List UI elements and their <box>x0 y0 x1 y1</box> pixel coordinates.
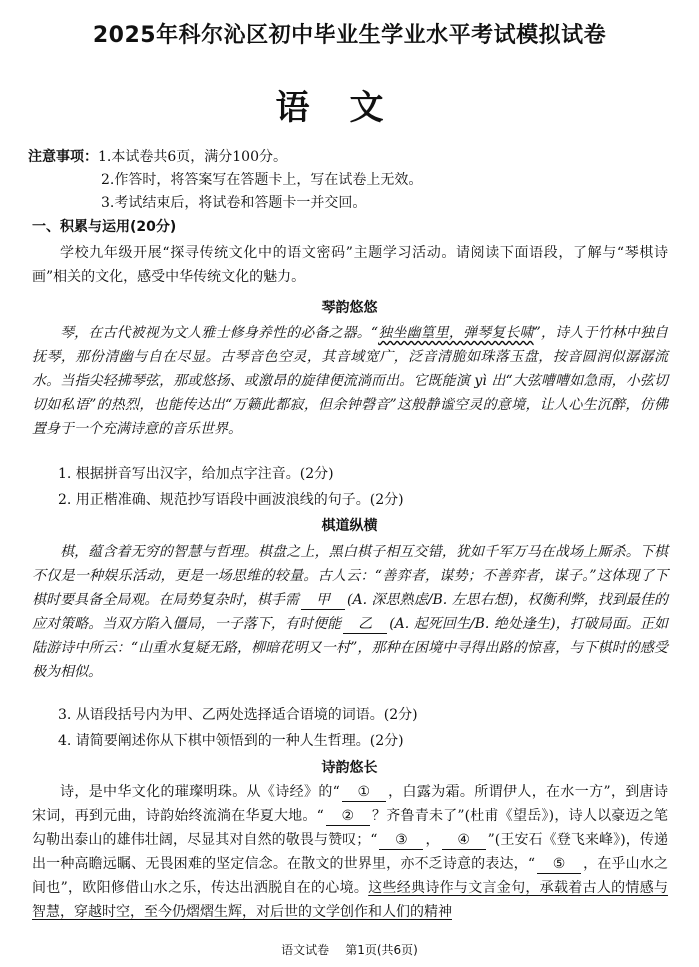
passage-text: 琴，在古代被视为文人雅士修身养性的必备之器。“ <box>60 325 379 341</box>
notes-item: 1.本试卷共6页，满分100分。 <box>98 149 287 165</box>
notes-label: 注意事项： <box>28 149 98 165</box>
passage-text: ”，诗人于竹林中独自抚琴，那份清幽与自在尽显。古琴音色空灵，其音域宽广，泛音清脆如珠落玉盘，按音圆润似潺潺流水。当指尖轻拂琴弦，那或悠扬、或激昂的旋律便流淌而出。它既能演 yì 出“大弦嘈嘈如急雨，小弦切切如私语”的热烈，也能传达出“万籁此都寂，但余钟磬音”这般静谧空灵的意境，让人心生沉醉，仿佛置身于一个充满诗意的音乐世界。 <box>32 325 669 437</box>
blank-3: ③ <box>379 832 423 850</box>
section-intro: 学校九年级开展“探寻传统文化中的语文密码”主题学习活动。请阅读下面语段，了解与“琴棋诗画”相关的文化，感受中华传统文化的魅力。 <box>32 245 668 285</box>
passage-text: ， <box>425 832 440 848</box>
question-1: 1. 根据拼音写出汉字，给加点字注音。(2分) <box>58 466 334 482</box>
passage-text: 棋，蕴含着无穷的智慧与哲理。棋盘之上，黑白棋子相互交错，犹如千军万马在战场上厮杀。下棋不仅是一种娱乐活动，更是一场思维的较量。古人云：“善弈者，谋势；不善弈者，谋子。”这体现了下棋时要具备全局观。在局势复杂时，棋手需 <box>32 544 668 608</box>
exam-notes <box>28 146 422 215</box>
notes-item: 2.作答时，将答案写在答题卡上，写在试卷上无效。 <box>101 172 423 188</box>
blank-yi: 乙 <box>343 616 387 634</box>
notes-item: 3.考试结束后，将试卷和答题卡一并交回。 <box>101 195 367 211</box>
exam-title: 2025年科尔沁区初中毕业生学业水平考试模拟试卷 <box>92 23 607 48</box>
underlined-sentence: 这些经典诗作与文言金句，承载着古人的情感与智慧，穿越时空，至今仍熠熠生辉，对后世的文学创作和人们的精神 <box>32 880 669 920</box>
question-2: 2. 用正楷准确、规范抄写语段中画波浪线的句子。(2分) <box>58 492 404 508</box>
section-heading: 一、积累与运用(20分) <box>32 219 177 235</box>
passage-text: (A. 起死回生/B. 绝处逢生)，打破局面。正如陆游诗中所云：“山重水复疑无路，柳暗花明又一村”，那种在困境中寻得出路的惊喜，与下棋时的感受极为相似。 <box>32 616 668 680</box>
passage-text: ，白露为霜。所谓伊人，在水一方”，到唐诗宋词，再到元曲，诗韵始终流淌在华夏大地。“ <box>32 784 669 824</box>
question-4: 4. 请简要阐述你从下棋中领悟到的一种人生哲理。(2分) <box>58 733 404 749</box>
blank-jia: 甲 <box>301 592 345 610</box>
blank-2: ② <box>326 808 370 826</box>
blank-5: ⑤ <box>537 856 581 874</box>
footer-subject: 语文试卷 <box>281 943 330 957</box>
passage-text: 诗，是中华文化的璀璨明珠。从《诗经》的“ <box>60 784 340 800</box>
passage-text: ”(王安石《登飞来峰》)，传递出一种高瞻远瞩、无畏困难的坚定信念。在散文的世界里，亦不乏诗意的表达，“ <box>32 832 669 872</box>
blank-4: ④ <box>442 832 486 850</box>
question-3: 3. 从语段括号内为甲、乙两处选择适合语境的词语。(2分) <box>58 707 418 723</box>
passage-text: ，在乎山水之间也”，欧阳修借山水之乐，传达出洒脱自在的心境。 <box>32 856 669 896</box>
subject-title: 语文 <box>275 88 424 128</box>
footer-page-number: 第1页(共6页) <box>345 943 418 957</box>
passage-text: (A. 深思熟虑/B. 左思右想)，权衡利弊，找到最佳的应对策略。当双方陷入僵局，一子落下，有时便能 <box>32 592 669 632</box>
passage-shi <box>32 780 668 924</box>
passage-text: ？齐鲁青未了”(杜甫《望岳》)，诗人以豪迈之笔勾勒出泰山的雄伟壮阔，尽显其对自然的敬畏与赞叹；“ <box>32 808 668 848</box>
blank-1: ① <box>342 784 386 802</box>
wavy-underlined-sentence: 独坐幽篁里，弹琴复长啸 <box>378 325 534 341</box>
subheading-qi: 棋道纵横 <box>321 518 378 534</box>
passage-qin <box>32 321 668 441</box>
subheading-shi: 诗韵悠长 <box>321 760 378 776</box>
passage-qi <box>32 540 668 684</box>
subheading-qin: 琴韵悠悠 <box>321 300 378 316</box>
page-footer <box>0 941 699 958</box>
